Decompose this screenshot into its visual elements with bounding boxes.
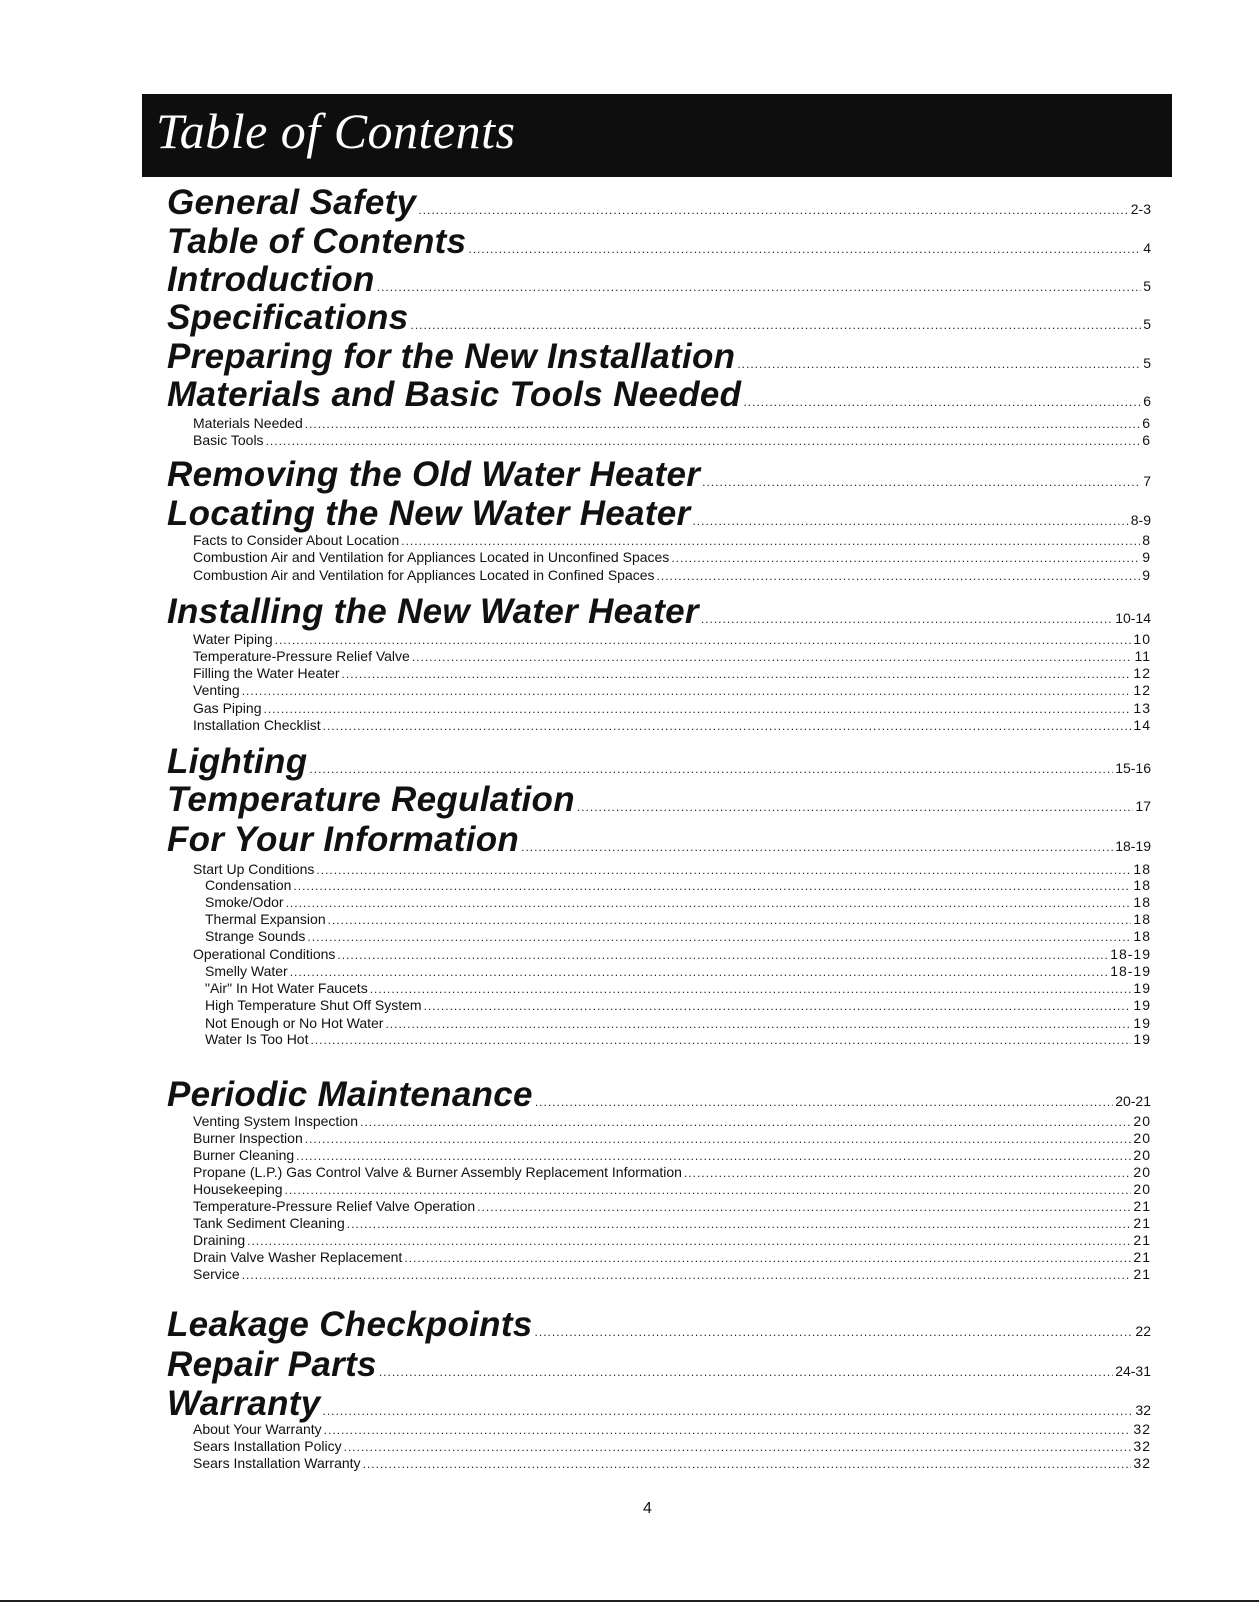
toc-entry-page: 9 xyxy=(1142,567,1151,583)
dot-leader xyxy=(347,1217,1132,1231)
dot-leader xyxy=(247,1234,1131,1248)
toc-entry-label: Repair Parts xyxy=(167,1345,377,1384)
toc-entry-label: Preparing for the New Installation xyxy=(167,337,736,376)
toc-subentry[interactable] xyxy=(193,1232,1151,1249)
toc-section[interactable] xyxy=(167,260,1151,300)
dot-leader xyxy=(305,417,1140,431)
dot-leader xyxy=(309,762,1113,776)
toc-entry-label: Introduction xyxy=(167,260,375,299)
toc-entry-label: About Your Warranty xyxy=(193,1421,322,1437)
toc-entry-label: Installation Checklist xyxy=(193,717,321,733)
toc-entry-label: Sears Installation Policy xyxy=(193,1438,342,1454)
toc-entry-label: Condensation xyxy=(205,877,292,893)
toc-entry-label: Operational Conditions xyxy=(193,946,336,962)
toc-section[interactable] xyxy=(167,298,1151,338)
bottom-rule xyxy=(0,1600,1259,1602)
toc-subentry[interactable] xyxy=(193,1198,1151,1215)
toc-entry-label: Installing the New Water Heater xyxy=(167,592,699,631)
dot-leader xyxy=(310,1033,1131,1047)
toc-entry-label: Temperature Regulation xyxy=(167,780,575,819)
toc-entry-label: Facts to Consider About Location xyxy=(193,532,400,548)
toc-subentry[interactable] xyxy=(205,980,1151,997)
toc-entry-page: 19 xyxy=(1133,1015,1151,1031)
toc-subentry[interactable] xyxy=(193,1438,1151,1455)
toc-entry-label: Table of Contents xyxy=(167,222,467,261)
toc-entry-label: High Temperature Shut Off System xyxy=(205,997,422,1013)
dot-leader xyxy=(418,203,1128,217)
dot-leader xyxy=(577,800,1134,814)
toc-section[interactable] xyxy=(167,455,1151,495)
toc-entry-page: 22 xyxy=(1135,1323,1151,1339)
toc-entry-page: 15-16 xyxy=(1115,760,1151,776)
dot-leader xyxy=(296,1149,1131,1163)
toc-entry-page: 11 xyxy=(1134,648,1151,664)
dot-leader xyxy=(692,514,1128,528)
toc-entry-label: Water Is Too Hot xyxy=(205,1031,309,1047)
toc-entry-page: 9 xyxy=(1142,549,1151,565)
toc-subentry[interactable] xyxy=(193,1266,1151,1283)
dot-leader xyxy=(285,1183,1132,1197)
dot-leader xyxy=(535,1095,1113,1109)
toc-entry-page: 18 xyxy=(1133,894,1151,910)
dot-leader xyxy=(266,434,1141,448)
toc-entry-page: 21 xyxy=(1133,1249,1151,1265)
toc-entry-page: 24-31 xyxy=(1115,1363,1151,1379)
toc-subentry[interactable] xyxy=(193,682,1151,699)
toc-section[interactable] xyxy=(167,222,1151,262)
toc-entry-page: 17 xyxy=(1135,798,1151,814)
toc-entry-page: 4 xyxy=(1143,240,1151,256)
dot-leader xyxy=(324,1423,1132,1437)
dot-leader xyxy=(360,1115,1131,1129)
toc-subentry[interactable] xyxy=(193,567,1151,584)
dot-leader xyxy=(377,280,1141,294)
dot-leader xyxy=(412,650,1133,664)
toc-subentry[interactable] xyxy=(193,631,1151,648)
toc-section[interactable] xyxy=(167,742,1151,782)
dot-leader xyxy=(322,1404,1133,1418)
toc-entry-label: Combustion Air and Ventilation for Appliances Located in Confined Spaces xyxy=(193,567,655,583)
toc-subentry[interactable] xyxy=(193,432,1151,449)
toc-subentry[interactable] xyxy=(193,861,1151,878)
dot-leader xyxy=(468,242,1141,256)
dot-leader xyxy=(263,702,1131,716)
toc-entry-label: Periodic Maintenance xyxy=(167,1075,533,1114)
toc-entry-page: 32 xyxy=(1133,1438,1151,1454)
toc-entry-page: 10-14 xyxy=(1115,610,1151,626)
toc-subentry[interactable] xyxy=(205,894,1151,911)
toc-entry-label: Draining xyxy=(193,1232,246,1248)
toc-subentry[interactable] xyxy=(193,700,1151,717)
toc-entry-label: Leakage Checkpoints xyxy=(167,1305,533,1344)
toc-entry-label: Housekeeping xyxy=(193,1181,283,1197)
dot-leader xyxy=(404,1251,1131,1265)
toc-entry-label: Strange Sounds xyxy=(205,928,306,944)
toc-subentry[interactable] xyxy=(193,415,1151,432)
toc-subentry[interactable] xyxy=(193,1130,1151,1147)
dot-leader xyxy=(535,1325,1134,1339)
toc-subentry[interactable] xyxy=(193,1215,1151,1232)
toc-entry-page: 5 xyxy=(1143,316,1151,332)
toc-subentry[interactable] xyxy=(193,1181,1151,1198)
dot-leader xyxy=(684,1166,1131,1180)
toc-subentry[interactable] xyxy=(193,1147,1151,1164)
toc-subentry[interactable] xyxy=(205,911,1151,928)
dot-leader xyxy=(328,913,1132,927)
toc-entry-label: Service xyxy=(193,1266,240,1282)
toc-entry-page: 18-19 xyxy=(1115,838,1151,854)
toc-entry-label: Materials and Basic Tools Needed xyxy=(167,375,742,414)
dot-leader xyxy=(657,569,1141,583)
toc-subentry[interactable] xyxy=(193,1113,1151,1130)
dot-leader xyxy=(342,667,1132,681)
toc-subentry[interactable] xyxy=(205,877,1151,894)
toc-entry-label: Drain Valve Washer Replacement xyxy=(193,1249,403,1265)
dot-leader xyxy=(242,684,1132,698)
toc-entry-label: Venting xyxy=(193,682,240,698)
toc-section[interactable] xyxy=(167,1305,1151,1345)
dot-leader xyxy=(701,612,1113,626)
toc-subentry[interactable] xyxy=(205,963,1151,980)
toc-entry-page: 14 xyxy=(1133,717,1151,733)
toc-entry-page: 20 xyxy=(1133,1113,1151,1129)
toc-entry-label: Burner Cleaning xyxy=(193,1147,295,1163)
toc-entry-page: 20-21 xyxy=(1115,1093,1151,1109)
toc-entry-label: Water Piping xyxy=(193,631,273,647)
toc-entry-label: Burner Inspection xyxy=(193,1130,303,1146)
toc-entry-page: 21 xyxy=(1133,1232,1151,1248)
toc-entry-page: 18-19 xyxy=(1110,946,1151,962)
toc-entry-page: 21 xyxy=(1133,1198,1151,1214)
toc-entry-label: Smoke/Odor xyxy=(205,894,284,910)
toc-entry-page: 12 xyxy=(1133,665,1151,681)
toc-section[interactable] xyxy=(167,1075,1151,1115)
toc-entry-page: 5 xyxy=(1143,355,1151,371)
dot-leader xyxy=(379,1365,1113,1379)
dot-leader xyxy=(316,863,1131,877)
toc-entry-page: 32 xyxy=(1133,1455,1151,1471)
toc-subentry[interactable] xyxy=(193,648,1151,665)
dot-leader xyxy=(477,1200,1131,1214)
toc-section[interactable] xyxy=(167,183,1151,223)
toc-entry-label: Start Up Conditions xyxy=(193,861,315,877)
toc-entry-page: 6 xyxy=(1143,393,1151,409)
dot-leader xyxy=(521,840,1113,854)
toc-entry-label: Locating the New Water Heater xyxy=(167,494,691,533)
toc-entry-label: Basic Tools xyxy=(193,432,264,448)
toc-subentry[interactable] xyxy=(193,665,1151,682)
toc-entry-page: 19 xyxy=(1133,1031,1151,1047)
toc-subentry[interactable] xyxy=(193,549,1151,566)
toc-entry-page: 18-19 xyxy=(1110,963,1151,979)
toc-subentry[interactable] xyxy=(193,946,1151,963)
toc-entry-page: 18 xyxy=(1133,911,1151,927)
toc-entry-page: 8 xyxy=(1142,532,1151,548)
toc-entry-label: Propane (L.P.) Gas Control Valve & Burner Assembly Replacement Information xyxy=(193,1164,682,1180)
toc-entry-label: Lighting xyxy=(167,742,308,781)
toc-subentry[interactable] xyxy=(193,532,1151,549)
toc-subentry[interactable] xyxy=(193,717,1151,734)
dot-leader xyxy=(286,896,1132,910)
dot-leader xyxy=(401,534,1140,548)
toc-entry-label: Warranty xyxy=(167,1384,321,1423)
dot-leader xyxy=(363,1457,1132,1471)
dot-leader xyxy=(737,357,1141,371)
toc-entry-page: 13 xyxy=(1133,700,1151,716)
toc-entry-page: 20 xyxy=(1133,1181,1151,1197)
page-title: Table of Contents xyxy=(156,103,516,159)
toc-entry-label: Tank Sediment Cleaning xyxy=(193,1215,345,1231)
dot-leader xyxy=(290,965,1108,979)
toc-section[interactable] xyxy=(167,1345,1151,1385)
toc-entry-page: 32 xyxy=(1135,1402,1151,1418)
toc-entry-page: 10 xyxy=(1133,631,1151,647)
toc-entry-page: 2-3 xyxy=(1130,201,1151,217)
toc-entry-label: Gas Piping xyxy=(193,700,262,716)
toc-section[interactable] xyxy=(167,780,1151,820)
toc-entry-page: 19 xyxy=(1133,980,1151,996)
toc-entry-label: Sears Installation Warranty xyxy=(193,1455,361,1471)
toc-entry-page: 19 xyxy=(1133,997,1151,1013)
dot-leader xyxy=(344,1440,1132,1454)
dot-leader xyxy=(385,1017,1131,1031)
toc-entry-label: Smelly Water xyxy=(205,963,288,979)
toc-subentry[interactable] xyxy=(205,1031,1151,1048)
toc-entry-label: Filling the Water Heater xyxy=(193,665,340,681)
dot-leader xyxy=(370,982,1132,996)
toc-section[interactable] xyxy=(167,820,1151,860)
toc-entry-page: 20 xyxy=(1133,1130,1151,1146)
toc-entry-label: Venting System Inspection xyxy=(193,1113,358,1129)
toc-subentry[interactable] xyxy=(193,1421,1151,1438)
dot-leader xyxy=(307,930,1131,944)
toc-entry-page: 7 xyxy=(1143,473,1151,489)
toc-subentry[interactable] xyxy=(193,1164,1151,1181)
toc-section[interactable] xyxy=(167,592,1151,632)
toc-entry-label: Materials Needed xyxy=(193,415,303,431)
toc-entry-label: General Safety xyxy=(167,183,417,222)
dot-leader xyxy=(242,1268,1132,1282)
toc-entry-page: 21 xyxy=(1133,1266,1151,1282)
dot-leader xyxy=(743,395,1141,409)
dot-leader xyxy=(671,551,1140,565)
toc-entry-label: "Air" In Hot Water Faucets xyxy=(205,980,368,996)
page-number: 4 xyxy=(643,1500,652,1517)
toc-entry-page: 18 xyxy=(1133,928,1151,944)
toc-entry-label: Temperature-Pressure Relief Valve xyxy=(193,648,410,664)
dot-leader xyxy=(424,999,1132,1013)
toc-section[interactable] xyxy=(167,375,1151,415)
dot-leader xyxy=(275,633,1132,647)
dot-leader xyxy=(411,318,1142,332)
toc-entry-label: Combustion Air and Ventilation for Appliances Located in Unconfined Spaces xyxy=(193,549,670,565)
toc-entry-page: 20 xyxy=(1133,1147,1151,1163)
toc-entry-page: 5 xyxy=(1143,278,1151,294)
dot-leader xyxy=(305,1132,1132,1146)
title-banner xyxy=(142,94,1172,177)
toc-entry-label: Temperature-Pressure Relief Valve Operation xyxy=(193,1198,476,1214)
toc-entry-page: 18 xyxy=(1133,861,1151,877)
toc-entry-label: Thermal Expansion xyxy=(205,911,326,927)
toc-entry-page: 6 xyxy=(1142,432,1151,448)
toc-entry-page: 18 xyxy=(1133,877,1151,893)
toc-subentry[interactable] xyxy=(205,997,1151,1014)
toc-entry-label: Not Enough or No Hot Water xyxy=(205,1015,384,1031)
toc-entry-page: 32 xyxy=(1133,1421,1151,1437)
dot-leader xyxy=(323,719,1132,733)
toc-entry-page: 21 xyxy=(1133,1215,1151,1231)
dot-leader xyxy=(337,948,1108,962)
toc-entry-label: For Your Information xyxy=(167,820,520,859)
toc-entry-page: 6 xyxy=(1142,415,1151,431)
toc-entry-page: 12 xyxy=(1133,682,1151,698)
toc-subentry[interactable] xyxy=(193,1249,1151,1266)
toc-subentry[interactable] xyxy=(205,928,1151,945)
toc-section[interactable] xyxy=(167,494,1151,534)
toc-subentry[interactable] xyxy=(205,1015,1151,1032)
toc-subentry[interactable] xyxy=(193,1455,1151,1472)
toc-section[interactable] xyxy=(167,1384,1151,1424)
toc-entry-page: 8-9 xyxy=(1130,512,1151,528)
toc-entry-label: Specifications xyxy=(167,298,409,337)
dot-leader xyxy=(293,879,1131,893)
toc-entry-page: 20 xyxy=(1133,1164,1151,1180)
toc-entry-label: Removing the Old Water Heater xyxy=(167,455,701,494)
dot-leader xyxy=(702,475,1141,489)
toc-section[interactable] xyxy=(167,337,1151,377)
